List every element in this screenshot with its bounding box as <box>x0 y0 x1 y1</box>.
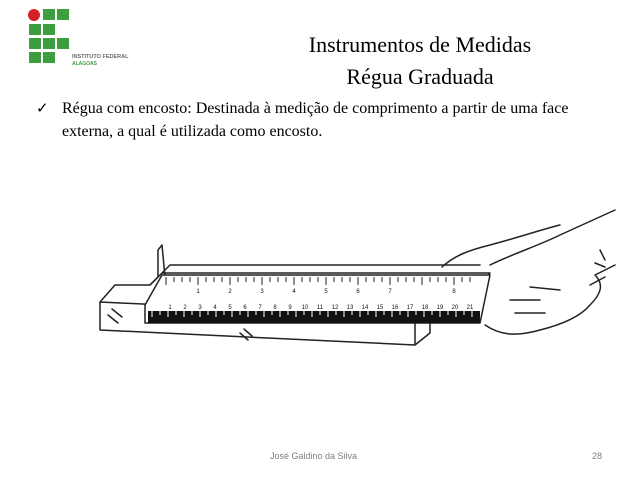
inch-number: 2 <box>228 289 232 295</box>
inch-number: 5 <box>324 289 328 295</box>
bullet-text: Régua com encosto: Destinada à medição de comprimento a partir de uma face externa, a qual é utilizada como encosto. <box>62 100 569 140</box>
scale-number: 4 <box>213 305 217 311</box>
scale-number: 3 <box>198 305 202 311</box>
scale-number: 14 <box>361 305 369 311</box>
ruler-metric-band <box>148 311 480 323</box>
logo-red-dot <box>28 9 40 21</box>
scale-number: 8 <box>273 305 277 311</box>
logo-text-line2: ALAGOAS <box>72 61 97 67</box>
scale-number: 19 <box>436 305 444 311</box>
scale-number: 16 <box>391 305 399 311</box>
inch-number: 8 <box>452 289 456 295</box>
scale-number: 10 <box>301 305 309 311</box>
scale-number: 15 <box>376 305 384 311</box>
scale-number: 12 <box>331 305 339 311</box>
scale-number: 9 <box>288 305 292 311</box>
scale-number: 7 <box>258 305 262 311</box>
inch-number: 4 <box>292 289 296 295</box>
scale-number: 5 <box>228 305 232 311</box>
institute-logo <box>27 8 129 70</box>
logo-text-line1: INSTITUTO FEDERAL <box>72 54 129 60</box>
scale-number: 1 <box>168 305 172 311</box>
scale-number: 6 <box>243 305 247 311</box>
scale-number: 11 <box>316 305 324 311</box>
scale-number: 13 <box>346 305 354 311</box>
inch-number: 1 <box>196 289 200 295</box>
scale-number: 18 <box>421 305 429 311</box>
slide-title: Instrumentos de Medidas <box>308 32 532 57</box>
scale-number: 2 <box>183 305 187 311</box>
scale-number: 17 <box>406 305 414 311</box>
scale-number: 21 <box>466 305 474 311</box>
inch-number: 7 <box>388 289 392 295</box>
footer-author: José Galdino da Silva <box>270 451 358 461</box>
ruler-body <box>162 265 480 273</box>
inch-number: 3 <box>260 289 264 295</box>
scale-number: 20 <box>451 305 459 311</box>
page-number: 28 <box>592 451 603 461</box>
checkmark-icon: ✓ <box>36 99 49 117</box>
inch-number: 6 <box>356 289 360 295</box>
bullet-item <box>36 97 596 143</box>
slide-subtitle: Régua Graduada <box>346 64 494 89</box>
ruler-with-stop-illustration <box>70 205 615 365</box>
